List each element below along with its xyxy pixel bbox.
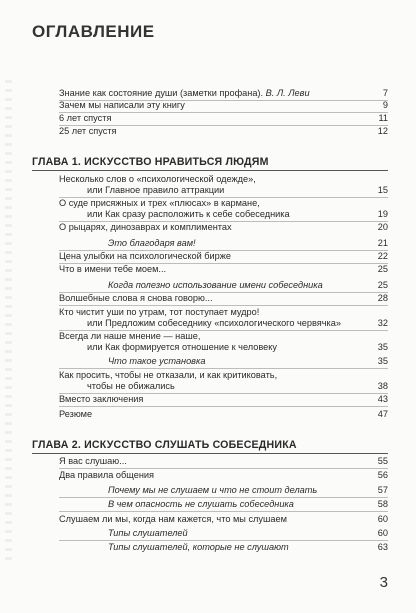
entry-page: 43: [377, 394, 388, 404]
entry-title: Слушаем ли мы, когда нам кажется, что мы слушаем: [59, 514, 287, 524]
toc-entry[interactable]: [59, 126, 388, 137]
chapter-title: ГЛАВА 2. ИСКУССТВО СЛУШАТЬ СОБЕСЕДНИКА: [32, 439, 297, 451]
toc-entry[interactable]: [59, 198, 388, 220]
toc-entry[interactable]: [59, 174, 388, 196]
entry-title: Несколько слов о «психологической одежде»,: [59, 174, 256, 184]
entry-title: Типы слушателей, которые не слушают: [108, 542, 289, 552]
entry-title: 6 лет спустя: [59, 113, 112, 123]
entry-page: 35: [377, 342, 388, 352]
toc-subentry[interactable]: [108, 499, 388, 510]
entry-title: Как просить, чтобы не отказали, и как критиковать,: [59, 370, 278, 380]
entry-title: Вместо заключения: [59, 394, 144, 404]
entry-page: 57: [377, 485, 388, 495]
chapter-heading[interactable]: [32, 439, 388, 451]
entry-rule: [59, 305, 388, 306]
page-number: 3: [379, 574, 388, 591]
entry-subtitle: чтобы не обижались: [87, 381, 175, 391]
entry-page: 47: [377, 409, 388, 419]
entry-title: Два правила общения: [59, 470, 155, 480]
entry-subtitle: или Главное правило аттракции: [87, 185, 225, 195]
entry-title: Это благодаря вам!: [108, 238, 196, 248]
entry-page: 32: [377, 318, 388, 328]
entry-page: 7: [382, 88, 388, 98]
entry-rule: [59, 511, 388, 512]
entry-page: 25: [377, 264, 388, 274]
entry-page: 15: [377, 185, 388, 195]
entry-title: Знание как состояние души (заметки профана).: [59, 88, 266, 98]
entry-title: Зачем мы написали эту книгу: [59, 100, 185, 110]
entry-page: 12: [377, 126, 388, 136]
entry-rule: [59, 497, 388, 498]
toc-entry[interactable]: [59, 470, 388, 481]
entry-title: Волшебные слова я снова говорю...: [59, 293, 213, 303]
entry-title: Я вас слушаю...: [59, 456, 127, 466]
entry-title: О рыцарях, динозаврах и комплиментах: [59, 222, 232, 232]
page-title: ОГЛАВЛЕНИЕ: [32, 22, 155, 41]
toc-entry[interactable]: [59, 394, 388, 405]
toc-entry[interactable]: [59, 100, 388, 111]
entry-page: 19: [377, 209, 388, 219]
chapter-rule: [32, 453, 388, 454]
toc-subentry[interactable]: [108, 280, 388, 291]
toc-entry[interactable]: [59, 307, 388, 329]
chapter-rule: [32, 170, 388, 171]
entry-subtitle: или Как формируется отношение к человеку: [87, 342, 277, 352]
entry-page: 9: [382, 100, 388, 110]
entry-subtitle: или Предложим собеседнику «психологического червячка»: [87, 318, 341, 328]
toc-entry[interactable]: [59, 113, 388, 124]
toc-entry[interactable]: [59, 88, 388, 99]
entry-title: 25 лет спустя: [59, 126, 117, 136]
entry-page: 63: [377, 542, 388, 552]
toc-subentry[interactable]: [108, 356, 388, 367]
entry-title: Что в имени тебе моем...: [59, 264, 167, 274]
entry-page: 38: [377, 381, 388, 391]
toc-subentry[interactable]: [108, 238, 388, 249]
entry-title: О суде присяжных и трех «плюсах» в кармане,: [59, 198, 260, 208]
entry-title: Типы слушателей: [108, 528, 188, 538]
entry-title: Когда полезно использование имени собеседника: [108, 280, 323, 290]
entry-page: 11: [378, 113, 388, 123]
toc-entry[interactable]: [59, 293, 388, 304]
entry-page: 28: [377, 293, 388, 303]
entry-page: 22: [377, 251, 388, 261]
toc-entry[interactable]: [59, 409, 388, 420]
chapter-heading[interactable]: [32, 156, 388, 168]
toc-entry[interactable]: [59, 456, 388, 467]
toc-entry[interactable]: [59, 264, 388, 275]
entry-page: 60: [377, 528, 388, 538]
toc-subentry[interactable]: [108, 528, 388, 539]
chapter-title: ГЛАВА 1. ИСКУССТВО НРАВИТЬСЯ ЛЮДЯМ: [32, 156, 269, 168]
binding-edge-strip: [5, 80, 12, 560]
entry-title: Кто чистит уши по утрам, тот поступает мудро!: [59, 307, 260, 317]
entry-page: 35: [377, 356, 388, 366]
entry-title: Цена улыбки на психологической бирже: [59, 251, 232, 261]
toc-entry[interactable]: [59, 331, 388, 353]
entry-page: 60: [377, 514, 388, 524]
entry-page: 58: [377, 499, 388, 509]
entry-rule: [59, 406, 388, 407]
entry-author: В. Л. Леви: [265, 88, 310, 98]
toc-entry[interactable]: [59, 251, 388, 262]
entry-rule: [59, 468, 388, 469]
entry-page: 21: [377, 238, 388, 248]
entry-rule: [59, 540, 388, 541]
entry-title: Всегда ли наше мнение — наше,: [59, 331, 201, 341]
entry-subtitle: или Как сразу расположить к себе собеседника: [87, 209, 290, 219]
entry-page: 25: [377, 280, 388, 290]
toc-subentry[interactable]: [108, 485, 388, 496]
entry-title: Что такое установка: [108, 356, 206, 366]
toc-entry[interactable]: [59, 514, 388, 525]
entry-page: 56: [377, 470, 388, 480]
entry-title: Резюме: [59, 409, 93, 419]
entry-page: 20: [377, 222, 388, 232]
entry-title: В чем опасность не слушать собеседника: [108, 499, 294, 509]
entry-page: 55: [377, 456, 388, 466]
entry-rule: [59, 368, 388, 369]
toc-subentry[interactable]: [108, 542, 388, 553]
toc-entry[interactable]: [59, 370, 388, 392]
toc-entry[interactable]: [59, 222, 388, 233]
entry-title: Почему мы не слушаем и что не стоит делать: [108, 485, 318, 495]
